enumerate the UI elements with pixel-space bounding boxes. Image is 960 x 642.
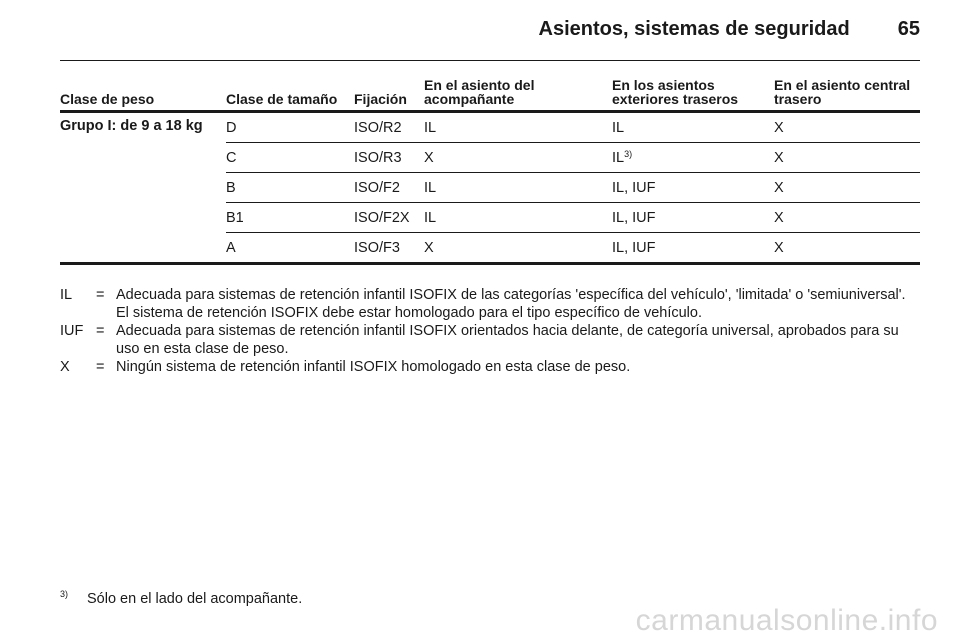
legend-equals: = — [96, 287, 105, 303]
page-number: 65 — [897, 18, 920, 40]
footnote-text: Sólo en el lado del acompañante. — [87, 591, 303, 607]
rear-outer-cell — [612, 143, 774, 173]
rear-outer-value: IL, IUF — [612, 240, 656, 256]
legend-equals: = — [96, 323, 105, 339]
front-passenger-cell: IL — [424, 173, 612, 203]
front-passenger-cell: IL — [424, 112, 612, 143]
rear-center-cell: X — [774, 203, 920, 233]
fixture-cell: ISO/F2X — [354, 203, 424, 233]
front-passenger-cell: X — [424, 143, 612, 173]
legend-description: Adecuada para sistemas de retención infantil ISOFIX orientados hacia delante, de categoría universal, aprobados para su uso en esta clase de peso. — [116, 323, 899, 357]
fixture-cell: ISO/R2 — [354, 112, 424, 143]
front-passenger-cell: X — [424, 233, 612, 264]
col-header-size-class: Clase de tamaño — [226, 78, 354, 112]
size-class-cell: B — [226, 173, 354, 203]
legend — [60, 286, 920, 376]
fixture-cell: ISO/F2 — [354, 173, 424, 203]
table-row — [60, 112, 920, 143]
fixture-cell: ISO/R3 — [354, 143, 424, 173]
front-passenger-cell: IL — [424, 203, 612, 233]
legend-item — [60, 322, 920, 358]
legend-key: IUF — [60, 323, 84, 339]
legend-description: Ningún sistema de retención infantil ISOFIX homologado en esta clase de peso. — [116, 359, 631, 375]
rear-outer-value: IL, IUF — [612, 210, 656, 226]
legend-description: Adecuada para sistemas de retención infantil ISOFIX de las categorías 'específica del vehículo', 'limitada' o 'semiuniversal'. El sistema de retención ISOFIX debe estar homologado para el tipo específico de vehículo. — [116, 287, 906, 321]
col-header-weight-class: Clase de peso — [60, 78, 226, 112]
col-header-rear-outer: En los asientos exteriores traseros — [612, 78, 774, 112]
legend-item — [60, 358, 920, 376]
size-class-cell: A — [226, 233, 354, 264]
weight-group-cell: Grupo I: de 9 a 18 kg — [60, 112, 226, 264]
footnote-ref: 3) — [624, 149, 633, 159]
page-header — [60, 18, 920, 61]
rear-outer-cell — [612, 112, 774, 143]
fixture-cell: ISO/F3 — [354, 233, 424, 264]
rear-outer-cell — [612, 233, 774, 264]
footnote — [60, 591, 302, 607]
rear-outer-value: IL, IUF — [612, 180, 656, 196]
rear-outer-value: IL — [612, 150, 625, 166]
page-title: Asientos, sistemas de seguridad — [538, 18, 850, 40]
col-header-front-passenger: En el asiento del acompañante — [424, 78, 612, 112]
col-header-rear-center: En el asiento central trasero — [774, 78, 920, 112]
watermark: carmanualsonline.info — [635, 604, 938, 637]
rear-outer-cell — [612, 173, 774, 203]
rear-outer-cell — [612, 203, 774, 233]
rear-center-cell: X — [774, 143, 920, 173]
legend-key: X — [60, 359, 70, 375]
legend-key: IL — [60, 287, 73, 303]
table-header-row — [60, 78, 920, 112]
footnote-mark: 3) — [60, 589, 69, 599]
legend-item — [60, 286, 920, 322]
legend-equals: = — [96, 359, 105, 375]
size-class-cell: C — [226, 143, 354, 173]
rear-center-cell: X — [774, 233, 920, 264]
rear-outer-value: IL — [612, 120, 625, 136]
isofix-table — [60, 78, 920, 265]
rear-center-cell: X — [774, 173, 920, 203]
col-header-fixture: Fijación — [354, 78, 424, 112]
size-class-cell: B1 — [226, 203, 354, 233]
size-class-cell: D — [226, 112, 354, 143]
rear-center-cell: X — [774, 112, 920, 143]
